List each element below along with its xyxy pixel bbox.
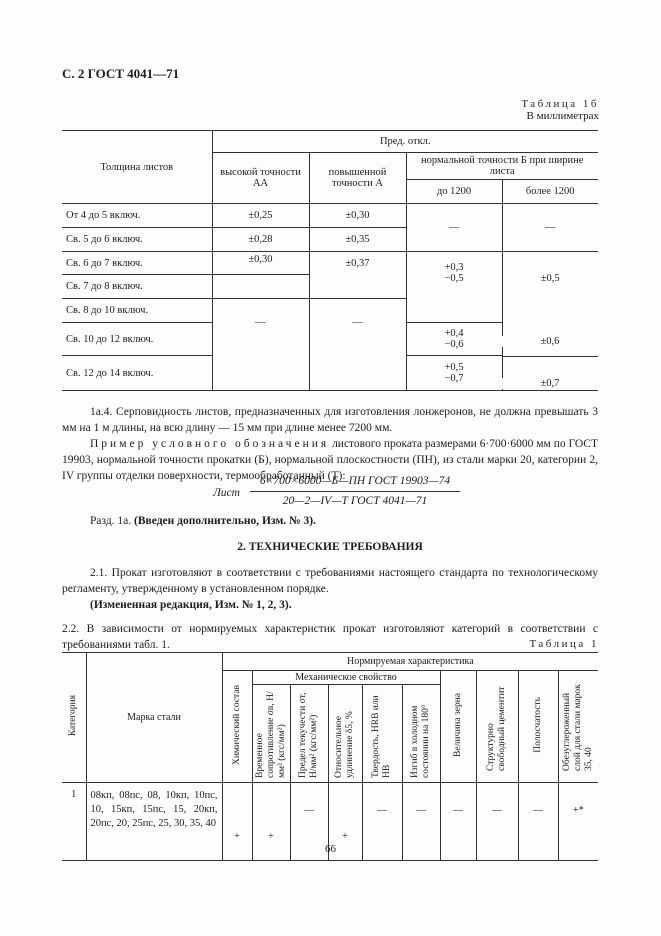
page-number: 66 xyxy=(325,843,336,855)
example-heading: Пример условного обозначения xyxy=(90,438,330,450)
cell-grades: 08кп, 08пс, 08, 10кп, 10пс, 10, 15кп, 15пс, 15, 20кп, 20пс, 20, 25пс, 25, 30, 35, 40 xyxy=(86,783,222,861)
table16-caption xyxy=(521,98,599,122)
para-2-1: 2.1. Прокат изготовляют в соответствии с требованиями настоящего стандарта по технологическому регламенту, утвержденному в установленном порядке. xyxy=(62,567,598,595)
table-1b xyxy=(62,130,598,391)
col-over-1200: более 1200 xyxy=(502,180,598,204)
col-bend xyxy=(402,685,440,783)
formula-lhs: Лист xyxy=(213,487,240,499)
cell-upto-plus: +0,3 xyxy=(444,262,464,273)
cell-upto: — xyxy=(406,204,502,252)
cell-over-12-14: ±0,7 xyxy=(502,378,598,389)
formula-denominator: 20—2—IV—Т ГОСТ 4041—71 xyxy=(282,495,428,507)
cell-banding: — xyxy=(518,783,558,861)
cell-raised: ±0,30 xyxy=(309,204,406,228)
col-tensile-text: Временное сопротивление σв, Н/мм² (кгс/мм²) xyxy=(254,691,287,778)
para-2-2 xyxy=(62,605,598,653)
col-normal-accuracy: нормальной точности Б при ширине листа xyxy=(406,153,598,180)
cell-raised: — xyxy=(309,299,406,391)
col-high-accuracy: высокой точности АА xyxy=(212,153,309,204)
col-yield-text: Предел текучести σт, Н/мм² (кгс/мм²) xyxy=(298,692,319,778)
col-chemical xyxy=(222,671,252,783)
table1-caption: Таблица 1 xyxy=(529,638,599,650)
cell-over-10-12: ±0,6 xyxy=(502,336,598,347)
cell-upto-minus: −0,7 xyxy=(444,373,464,384)
cell-high: ±0,28 xyxy=(212,228,309,252)
row-label: От 4 до 5 включ. xyxy=(62,204,212,228)
razd-bold: (Введен дополнительно, Изм. № 3). xyxy=(134,515,316,527)
cell-raised: ±0,35 xyxy=(309,228,406,252)
cell-upto-range xyxy=(406,252,502,323)
cell-grain: — xyxy=(440,783,476,861)
col-thickness: Толщина листов xyxy=(62,131,212,204)
para-2-1-note: (Измененная редакция, Изм. № 1, 2, 3). xyxy=(90,599,292,611)
cell-upto-plus: +0,4 xyxy=(444,328,464,339)
col-cementite xyxy=(476,671,518,783)
col-bend-text: Изгиб в холодном состоянии на 180° xyxy=(410,704,431,778)
col-normalized: Нормируемая характеристика xyxy=(222,653,598,671)
col-hardness xyxy=(362,685,402,783)
cell-over: ±0,5 xyxy=(502,252,598,391)
example-text: листового проката размерами 6·700·6000 мм по ГОСТ 19903, нормальной точности прокатки (Б), нормальной плоскостности (ПН), из стали марки 20, категории 2, IV группы отделки поверхности, термообработанный (Т): xyxy=(62,438,598,482)
cell-category: 1 xyxy=(62,783,86,861)
cell-yield: — xyxy=(290,783,328,861)
col-category xyxy=(62,653,86,783)
cell-high: ±0,30 xyxy=(212,252,309,275)
para-2-2-text: 2.2. В зависимости от нормируемых характеристик прокат изготовляют категорий в соответствии с требованиями табл. 1. xyxy=(62,623,598,651)
col-elongation xyxy=(328,685,362,783)
col-deviation: Пред. откл. xyxy=(212,131,598,153)
cell-high: — xyxy=(212,299,309,391)
para-razd xyxy=(62,513,598,529)
col-grain-text: Величина зерна xyxy=(452,693,463,757)
col-tensile xyxy=(252,685,290,783)
cell-decarb: +* xyxy=(558,783,598,861)
col-yield xyxy=(290,685,328,783)
formula-bar xyxy=(250,491,460,492)
cell-cementite: — xyxy=(476,783,518,861)
divider xyxy=(503,356,598,357)
col-decarb-text: Обезуглероженный слой для стали марок 35, 40 xyxy=(561,684,594,771)
cell-raised: ±0,37 xyxy=(309,252,406,299)
col-chemical-text: Химический состав xyxy=(231,684,242,766)
row-label: Св. 12 до 14 включ. xyxy=(62,356,212,391)
col-decarb xyxy=(558,671,598,783)
col-cementite-text: Структурно свободный цементит xyxy=(486,686,507,771)
row-label: Св. 5 до 6 включ. xyxy=(62,228,212,252)
cell-over: — xyxy=(502,204,598,252)
cell-upto-minus: −0,5 xyxy=(444,273,464,284)
cell-tensile: + xyxy=(252,783,290,861)
section-title: 2. ТЕХНИЧЕСКИЕ ТРЕБОВАНИЯ xyxy=(237,541,423,553)
col-grain xyxy=(440,671,476,783)
cell-upto-minus: −0,6 xyxy=(444,339,464,350)
row-label: Св. 6 до 7 включ. xyxy=(62,252,212,275)
col-elongation-text: Относительное удлинение δ5, % xyxy=(334,711,355,778)
cell-upto-plus: +0,5 xyxy=(444,362,464,373)
col-category-text: Категория xyxy=(68,695,79,737)
col-raised-accuracy: повышенной точности А xyxy=(309,153,406,204)
table-1 xyxy=(62,652,598,861)
cell-bend: — xyxy=(402,783,440,861)
cell-empty xyxy=(212,275,309,299)
table16-caption-text: Таблица 1б xyxy=(521,98,599,110)
cell-upto-range xyxy=(406,323,502,356)
cell-upto-range xyxy=(406,356,502,391)
col-banding xyxy=(518,671,558,783)
col-grade: Марка стали xyxy=(86,653,222,783)
page-header: С. 2 ГОСТ 4041—71 xyxy=(62,66,180,81)
table16-units: В миллиметрах xyxy=(526,110,599,122)
para-1a4: 1а.4. Серповидность листов, предназначенных для изготовления лонжеронов, не должна превышать 3 мм на 1 м длины, на всю длину — 15 мм при длине менее 7200 мм. xyxy=(62,406,598,434)
row-label: Св. 7 до 8 включ. xyxy=(62,275,212,299)
col-banding-text: Полосчатость xyxy=(532,697,543,753)
row-label: Св. 8 до 10 включ. xyxy=(62,299,212,323)
col-up-to-1200: до 1200 xyxy=(406,180,502,204)
formula-numerator: 6×700×6000—Б—ПН ГОСТ 19903—74 xyxy=(259,475,451,487)
cell-elongation: + xyxy=(328,783,362,861)
cell-hardness: — xyxy=(362,783,402,861)
col-hardness-text: Твердость, HRB или HB xyxy=(371,695,392,778)
razd-text: Разд. 1а. xyxy=(90,515,135,527)
cell-chemical: + xyxy=(222,783,252,861)
cell-high: ±0,25 xyxy=(212,204,309,228)
row-label: Св. 10 до 12 включ. xyxy=(62,323,212,356)
col-mechanical: Механическое свойство xyxy=(252,671,440,685)
